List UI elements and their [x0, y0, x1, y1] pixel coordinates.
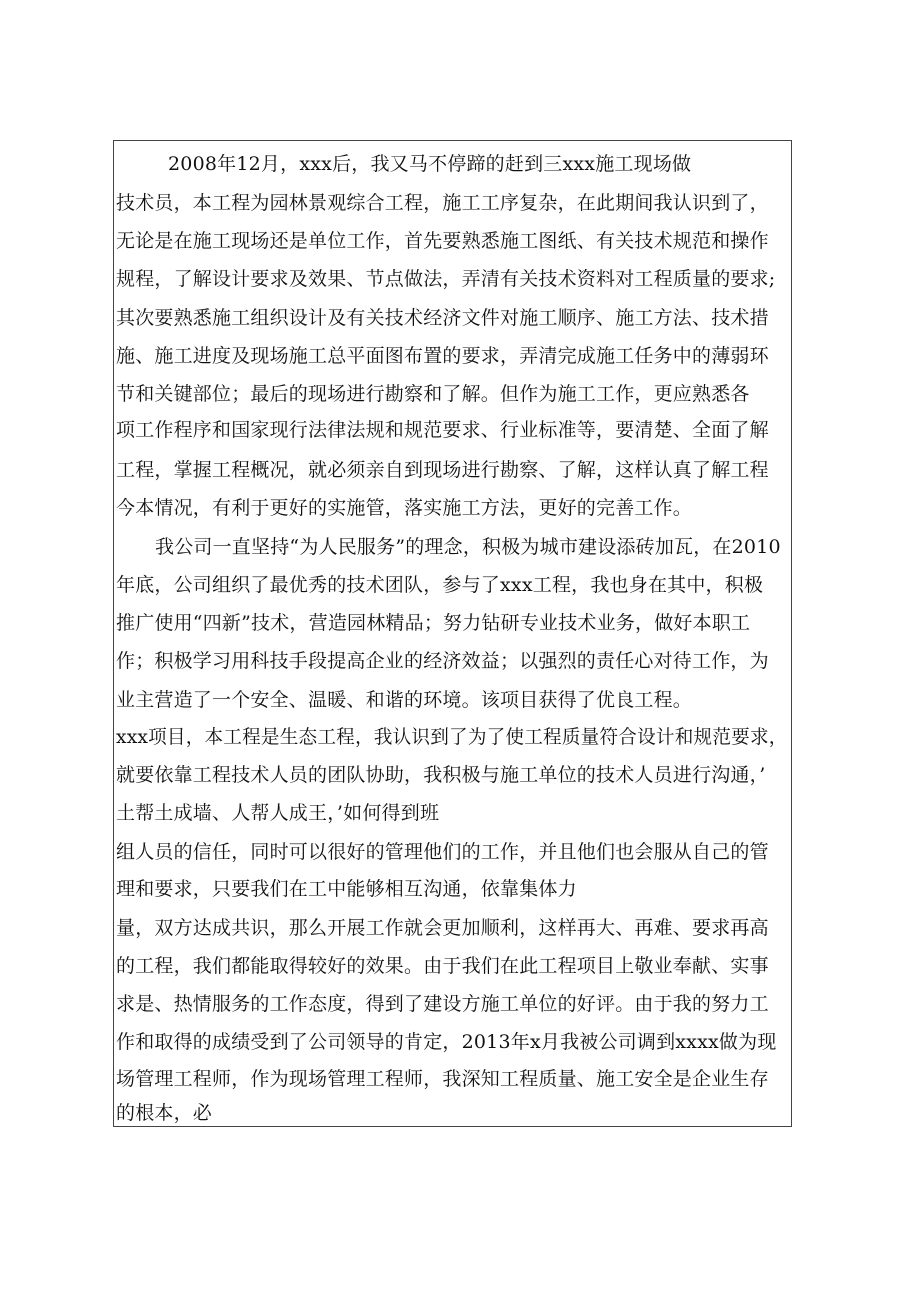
text-line: 技术员，本工程为园林景观综合工程，施工工序复杂，在此期间我认识到了， [116, 192, 769, 214]
text-line: 场管理工程师，作为现场管理工程师，我深知工程质量、施工安全是企业生存 [116, 1068, 769, 1090]
text-line: 作和取得的成绩受到了公司领导的肯定，2013年x月我被公司调到xxxx做为现 [116, 1031, 777, 1053]
text-line: 量，双方达成共识，那么开展工作就会更加顺利，这样再大、再难、要求再高 [116, 917, 769, 939]
text-line: 的根本，必 [116, 1102, 213, 1124]
text-line: 节和关键部位；最后的现场进行勘察和了解。但作为施工工作，更应熟悉各 [116, 383, 750, 405]
text-line: 规程，了解设计要求及效果、节点做法，弄清有关技术资料对工程质量的要求; [116, 268, 776, 290]
text-line: 业主营造了一个安全、温暖、和谐的环境。该项目获得了优良工程。 [116, 689, 693, 711]
text-line: 工程，掌握工程概况，就必须亲自到现场进行勘察、了解，这样认真了解工程 [116, 459, 769, 481]
text-line: xxx项目，本工程是生态工程，我认识到了为了使工程质量符合设计和规范要求， [116, 726, 788, 748]
text-line: 土帮土成墙、人帮人成王，’如何得到班 [116, 802, 440, 824]
text-line: 的工程，我们都能取得较好的效果。由于我们在此工程项目上敬业奉献、实事 [116, 955, 769, 977]
text-line: 组人员的信任，同时可以很好的管理他们的工作，并且他们也会服从自己的管 [116, 841, 769, 863]
text-line: 我公司一直坚持“为人民服务”的理念，积极为城市建设添砖加瓦，在2010 [155, 536, 781, 558]
text-line: 今本情况，有利于更好的实施管，落实施工方法，更好的完善工作。 [116, 497, 693, 519]
text-line: 就要依靠工程技术人员的团队协助，我积极与施工单位的技术人员进行沟通，’ [116, 764, 766, 786]
text-line: 年底，公司组织了最优秀的技术团队，参与了xxx工程，我也身在其中，积极 [116, 574, 764, 596]
text-line: 无论是在施工现场还是单位工作，首先要熟悉施工图纸、有关技术规范和操作 [116, 230, 769, 252]
text-line: 施、施工进度及现场施工总平面图布置的要求，弄清完成施工任务中的薄弱环 [116, 345, 769, 367]
text-line: 其次要熟悉施工组织设计及有关技术经济文件对施工顺序、施工方法、技术措 [116, 307, 769, 329]
text-line: 求是、热情服务的工作态度，得到了建设方施工单位的好评。由于我的努力工 [116, 993, 769, 1015]
text-line: 2008年12月，xxx后，我又马不停蹄的赶到三xxx施工现场做 [168, 153, 692, 175]
text-line: 项工作程序和国家现行法律法规和规范要求、行业标准等，要清楚、全面了解 [116, 419, 769, 441]
text-line: 理和要求，只要我们在工中能够相互沟通，依靠集体力 [116, 878, 577, 900]
text-line: 作；积极学习用科技手段提高企业的经济效益；以强烈的责任心对待工作，为 [116, 650, 769, 672]
text-line: 推广使用“四新”技术，营造园林精品；努力钻研专业技术业务，做好本职工 [116, 612, 751, 634]
